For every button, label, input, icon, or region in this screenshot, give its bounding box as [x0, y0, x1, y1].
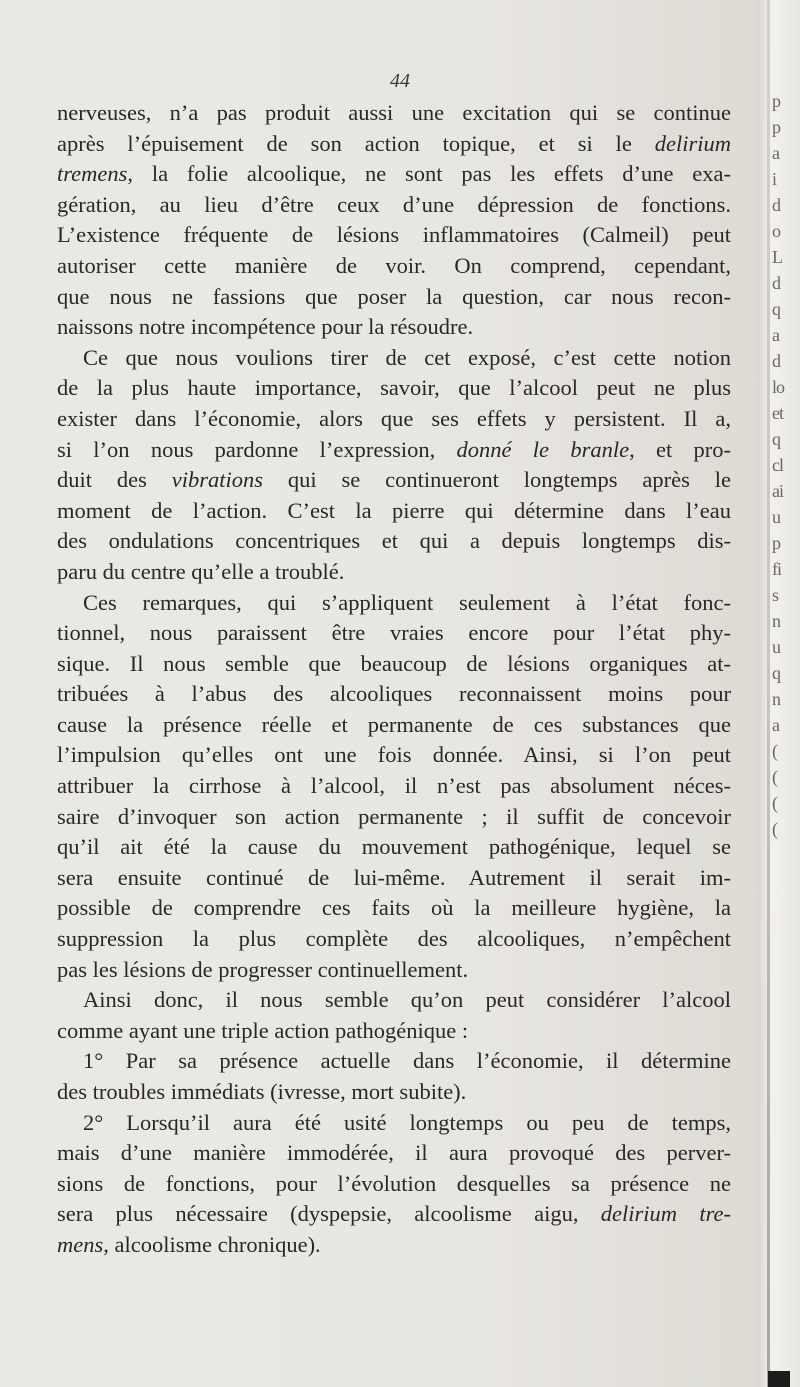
text-line: exister dans l’économie, alors que ses effets y persistent. Il a,: [57, 405, 731, 431]
text-line: saire d’invoquer son action permanente ; il suffit de concevoir: [57, 803, 731, 829]
text-line: pas les lésions de progresser continuellement.: [57, 956, 469, 982]
text-line: après l’épuisement de son action topique, et si le delirium: [57, 130, 731, 156]
text-line: Ainsi donc, il nous semble qu’on peut considérer l’alcool: [83, 987, 731, 1013]
paragraph: [57, 1046, 731, 1107]
text-line: possible de comprendre ces faits où la meilleure hygiène, la: [57, 895, 731, 921]
text-line: autoriser cette manière de voir. On comprend, cependant,: [57, 252, 731, 278]
text-line: Ces remarques, qui s’appliquent seulement à l’état fonc-: [83, 589, 731, 615]
text-line: attribuer la cirrhose à l’alcool, il n’est pas absolument néces-: [57, 773, 731, 799]
text-line: 1° Par sa présence actuelle dans l’économie, il détermine: [83, 1048, 731, 1074]
text-line: comme ayant une triple action pathogénique :: [57, 1017, 469, 1043]
text-line: paru du centre qu’elle a troublé.: [57, 558, 345, 584]
text-line: qu’il ait été la cause du mouvement pathogénique, lequel se: [57, 834, 731, 860]
text-line: Ce que nous voulions tirer de cet exposé, c’est cette notion: [83, 344, 731, 370]
text-line: cause la présence réelle et permanente de ces substances que: [57, 711, 731, 737]
paragraph: [57, 985, 731, 1046]
text-line: tremens, la folie alcoolique, ne sont pas les effets d’une exa-: [57, 161, 731, 187]
paragraph: [57, 343, 731, 588]
text-line: tionnel, nous paraissent être vraies encore pour l’état phy-: [57, 620, 731, 646]
text-line: 2° Lorsqu’il aura été usité longtemps ou peu de temps,: [83, 1109, 731, 1135]
text-line: mais d’une manière immodérée, il aura provoqué des perver-: [57, 1140, 731, 1166]
facing-page-bleed-text: p p a i d o L d q a d lo et q cl ai u p fi s n u q n a ( ( ( (: [772, 91, 785, 839]
text-line: L’existence fréquente de lésions inflammatoires (Calmeil) peut: [57, 222, 731, 248]
paragraph: [57, 98, 731, 343]
text-line: naissons notre incompétence pour la résoudre.: [57, 314, 474, 340]
text-line: des troubles immédiats (ivresse, mort subite).: [57, 1079, 467, 1104]
text-line: si l’on nous pardonne l’expression, donné le branle, et pro-: [57, 436, 731, 462]
text-line: de la plus haute importance, savoir, que l’alcool peut ne plus: [57, 375, 731, 401]
paragraph: [57, 588, 731, 986]
scan-corner-mark: [768, 1371, 790, 1387]
text-line: sique. Il nous semble que beaucoup de lésions organiques at-: [57, 650, 731, 676]
text-line: duit des vibrations qui se continueront longtemps après le: [57, 467, 731, 493]
text-line: sions de fonctions, pour l’évolution desquelles sa présence ne: [57, 1170, 731, 1196]
text-line: suppression la plus complète des alcooliques, n’empêchent: [57, 926, 731, 952]
text-line: tribuées à l’abus des alcooliques reconnaissent moins pour: [57, 681, 731, 707]
paragraph: [57, 1108, 731, 1261]
text-line: sera ensuite continué de lui-même. Autrement il serait im-: [57, 864, 731, 890]
text-line: que nous ne fassions que poser la question, car nous recon-: [57, 283, 731, 309]
page-fold-shadow: [767, 0, 770, 1387]
text-line: l’impulsion qu’elles ont une fois donnée. Ainsi, si l’on peut: [57, 742, 731, 768]
text-line: moment de l’action. C’est la pierre qui détermine dans l’eau: [57, 497, 731, 523]
page-number: 44: [390, 70, 410, 92]
text-line: mens, alcoolisme chronique).: [57, 1231, 321, 1257]
text-line: gération, au lieu d’être ceux d’une dépression de fonctions.: [57, 191, 731, 217]
text-line: sera plus nécessaire (dyspepsie, alcoolisme aigu, delirium tre-: [57, 1201, 731, 1227]
text-line: nerveuses, n’a pas produit aussi une excitation qui se continue: [57, 100, 731, 125]
text-line: des ondulations concentriques et qui a depuis longtemps dis-: [57, 528, 731, 554]
body-text: [57, 98, 731, 1261]
